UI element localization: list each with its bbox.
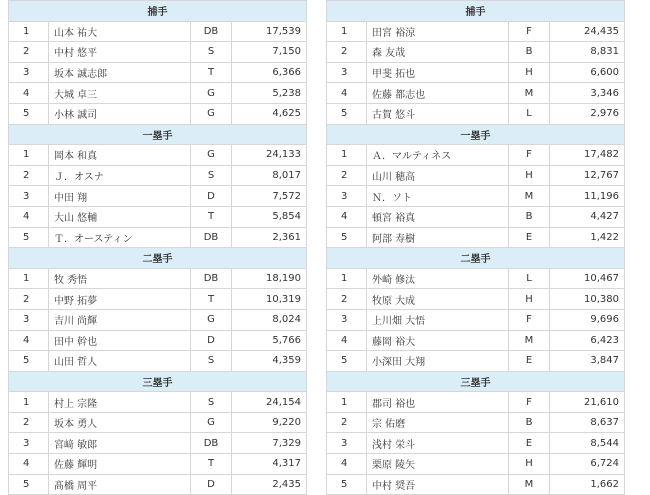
votes-cell: 11,196: [550, 186, 625, 207]
player-name-cell: 森 友哉: [367, 42, 509, 63]
position-title: 一塁手: [327, 124, 625, 145]
table-row: [327, 412, 625, 433]
player-name-cell: 牧 秀悟: [49, 268, 191, 289]
votes-cell: 12,767: [550, 165, 625, 186]
player-name-cell: 田宮 裕涼: [367, 21, 509, 42]
votes-cell: 9,220: [232, 412, 307, 433]
table-row: [9, 206, 307, 227]
team-cell: DB: [191, 21, 232, 42]
table-row: [327, 227, 625, 248]
table-row: [327, 62, 625, 83]
team-cell: B: [509, 412, 550, 433]
team-cell: DB: [191, 433, 232, 454]
rank-cell: 2: [9, 42, 49, 63]
team-cell: M: [509, 186, 550, 207]
table-row: [9, 309, 307, 330]
team-cell: DB: [191, 268, 232, 289]
votes-cell: 6,366: [232, 62, 307, 83]
team-cell: D: [191, 330, 232, 351]
player-name-cell: Ａ．マルティネス: [367, 145, 509, 166]
team-cell: G: [191, 103, 232, 124]
player-name-cell: 中村 悠平: [49, 42, 191, 63]
rank-cell: 2: [9, 165, 49, 186]
rank-cell: 3: [327, 309, 367, 330]
player-name-cell: Ｔ．オースティン: [49, 227, 191, 248]
rank-cell: 3: [9, 433, 49, 454]
player-name-cell: Ｎ．ソト: [367, 186, 509, 207]
table-row: [327, 474, 625, 495]
team-cell: E: [509, 227, 550, 248]
votes-cell: 21,610: [550, 392, 625, 413]
player-name-cell: 坂本 誠志郎: [49, 62, 191, 83]
votes-cell: 5,238: [232, 83, 307, 104]
table-row: [9, 21, 307, 42]
votes-cell: 8,831: [550, 42, 625, 63]
table-row: [327, 165, 625, 186]
votes-cell: 8,637: [550, 412, 625, 433]
rank-cell: 3: [327, 186, 367, 207]
votes-cell: 7,329: [232, 433, 307, 454]
player-name-cell: 佐藤 輝明: [49, 454, 191, 475]
votes-cell: 3,346: [550, 83, 625, 104]
votes-cell: 9,696: [550, 309, 625, 330]
player-name-cell: 大城 卓三: [49, 83, 191, 104]
team-cell: E: [509, 433, 550, 454]
table-row: [9, 392, 307, 413]
team-cell: T: [191, 206, 232, 227]
table-row: [9, 83, 307, 104]
position-header-row: [9, 371, 307, 392]
votes-cell: 2,435: [232, 474, 307, 495]
player-name-cell: 中田 翔: [49, 186, 191, 207]
rank-cell: 1: [9, 268, 49, 289]
rank-cell: 5: [327, 474, 367, 495]
team-cell: B: [509, 42, 550, 63]
position-header-row: [9, 124, 307, 145]
table-row: [327, 145, 625, 166]
position-title: 三塁手: [327, 371, 625, 392]
player-name-cell: 岡本 和真: [49, 145, 191, 166]
table-row: [9, 186, 307, 207]
team-cell: M: [509, 83, 550, 104]
votes-cell: 4,427: [550, 206, 625, 227]
rank-cell: 4: [9, 454, 49, 475]
position-title: 三塁手: [9, 371, 307, 392]
table-row: [327, 289, 625, 310]
rank-cell: 2: [327, 42, 367, 63]
rank-cell: 1: [327, 145, 367, 166]
votes-cell: 4,625: [232, 103, 307, 124]
rank-cell: 3: [9, 309, 49, 330]
position-header-row: [9, 1, 307, 22]
table-row: [9, 454, 307, 475]
position-header-row: [9, 248, 307, 269]
team-cell: H: [509, 289, 550, 310]
player-name-cell: 中村 奨吾: [367, 474, 509, 495]
team-cell: G: [191, 83, 232, 104]
table-row: [9, 474, 307, 495]
votes-cell: 17,482: [550, 145, 625, 166]
team-cell: S: [191, 392, 232, 413]
team-cell: G: [191, 309, 232, 330]
rank-cell: 4: [9, 83, 49, 104]
votes-cell: 10,380: [550, 289, 625, 310]
rank-cell: 5: [327, 351, 367, 372]
votes-cell: 17,539: [232, 21, 307, 42]
team-cell: L: [509, 268, 550, 289]
team-cell: H: [509, 62, 550, 83]
player-name-cell: 阿部 寿樹: [367, 227, 509, 248]
votes-cell: 6,724: [550, 454, 625, 475]
team-cell: H: [509, 165, 550, 186]
team-cell: T: [191, 289, 232, 310]
rank-cell: 1: [327, 392, 367, 413]
rank-cell: 3: [9, 186, 49, 207]
table-row: [327, 309, 625, 330]
player-name-cell: 髙橋 周平: [49, 474, 191, 495]
rank-cell: 3: [327, 62, 367, 83]
rank-cell: 5: [9, 351, 49, 372]
rank-cell: 1: [9, 145, 49, 166]
rank-cell: 1: [327, 268, 367, 289]
votes-cell: 24,435: [550, 21, 625, 42]
player-name-cell: 栗原 陵矢: [367, 454, 509, 475]
votes-cell: 5,854: [232, 206, 307, 227]
votes-cell: 6,600: [550, 62, 625, 83]
player-name-cell: 上川畑 大悟: [367, 309, 509, 330]
rank-cell: 5: [327, 227, 367, 248]
player-name-cell: 村上 宗隆: [49, 392, 191, 413]
team-cell: S: [191, 165, 232, 186]
team-cell: F: [509, 309, 550, 330]
votes-cell: 2,361: [232, 227, 307, 248]
left-ranking-table: [8, 0, 307, 495]
table-row: [327, 21, 625, 42]
team-cell: M: [509, 474, 550, 495]
table-row: [9, 42, 307, 63]
table-row: [9, 268, 307, 289]
team-cell: S: [191, 42, 232, 63]
team-cell: T: [191, 454, 232, 475]
table-row: [327, 103, 625, 124]
position-title: 捕手: [327, 1, 625, 22]
team-cell: T: [191, 62, 232, 83]
team-cell: M: [509, 330, 550, 351]
votes-cell: 10,319: [232, 289, 307, 310]
player-name-cell: 宮﨑 敏郎: [49, 433, 191, 454]
team-cell: L: [509, 103, 550, 124]
player-name-cell: 小深田 大翔: [367, 351, 509, 372]
player-name-cell: 吉川 尚輝: [49, 309, 191, 330]
votes-cell: 6,423: [550, 330, 625, 351]
table-row: [9, 227, 307, 248]
team-cell: H: [509, 454, 550, 475]
votes-cell: 7,572: [232, 186, 307, 207]
rank-cell: 5: [327, 103, 367, 124]
votes-cell: 8,017: [232, 165, 307, 186]
table-row: [327, 83, 625, 104]
rank-cell: 1: [9, 21, 49, 42]
rank-cell: 3: [327, 433, 367, 454]
table-row: [327, 433, 625, 454]
player-name-cell: 牧原 大成: [367, 289, 509, 310]
position-header-row: [327, 371, 625, 392]
player-name-cell: 藤岡 裕大: [367, 330, 509, 351]
rank-cell: 5: [9, 227, 49, 248]
team-cell: F: [509, 145, 550, 166]
votes-cell: 3,847: [550, 351, 625, 372]
votes-cell: 1,662: [550, 474, 625, 495]
position-header-row: [327, 248, 625, 269]
rank-cell: 4: [327, 206, 367, 227]
player-name-cell: 田中 幹也: [49, 330, 191, 351]
position-title: 二塁手: [9, 248, 307, 269]
table-row: [9, 103, 307, 124]
player-name-cell: 山川 穂高: [367, 165, 509, 186]
table-row: [327, 268, 625, 289]
votes-cell: 1,422: [550, 227, 625, 248]
player-name-cell: 中野 拓夢: [49, 289, 191, 310]
table-row: [327, 454, 625, 475]
position-title: 一塁手: [9, 124, 307, 145]
table-row: [9, 330, 307, 351]
right-ranking-table: [326, 0, 625, 495]
player-name-cell: 甲斐 拓也: [367, 62, 509, 83]
table-row: [327, 330, 625, 351]
rank-cell: 1: [327, 21, 367, 42]
rank-cell: 2: [327, 289, 367, 310]
right-league-panel: [326, 0, 624, 495]
player-name-cell: 古賀 悠斗: [367, 103, 509, 124]
votes-cell: 5,766: [232, 330, 307, 351]
rank-cell: 2: [9, 289, 49, 310]
rank-cell: 2: [327, 412, 367, 433]
rank-cell: 2: [9, 412, 49, 433]
left-league-panel: [8, 0, 306, 495]
team-cell: F: [509, 392, 550, 413]
player-name-cell: 佐藤 都志也: [367, 83, 509, 104]
team-cell: G: [191, 145, 232, 166]
player-name-cell: 宗 佑磨: [367, 412, 509, 433]
table-row: [9, 165, 307, 186]
position-header-row: [327, 1, 625, 22]
table-row: [9, 433, 307, 454]
votes-cell: 2,976: [550, 103, 625, 124]
rank-cell: 4: [327, 454, 367, 475]
votes-cell: 8,544: [550, 433, 625, 454]
player-name-cell: Ｊ．オスナ: [49, 165, 191, 186]
team-cell: F: [509, 21, 550, 42]
rank-cell: 1: [9, 392, 49, 413]
table-row: [327, 42, 625, 63]
team-cell: DB: [191, 227, 232, 248]
votes-cell: 24,154: [232, 392, 307, 413]
rank-cell: 4: [9, 206, 49, 227]
votes-cell: 7,150: [232, 42, 307, 63]
table-row: [9, 351, 307, 372]
player-name-cell: 頓宮 裕真: [367, 206, 509, 227]
rank-cell: 4: [9, 330, 49, 351]
player-name-cell: 大山 悠輔: [49, 206, 191, 227]
player-name-cell: 坂本 勇人: [49, 412, 191, 433]
position-title: 二塁手: [327, 248, 625, 269]
player-name-cell: 小林 誠司: [49, 103, 191, 124]
votes-cell: 8,024: [232, 309, 307, 330]
team-cell: D: [191, 186, 232, 207]
rank-cell: 5: [9, 103, 49, 124]
position-header-row: [327, 124, 625, 145]
table-row: [327, 351, 625, 372]
team-cell: G: [191, 412, 232, 433]
rank-cell: 5: [9, 474, 49, 495]
table-row: [327, 392, 625, 413]
table-row: [9, 62, 307, 83]
position-title: 捕手: [9, 1, 307, 22]
player-name-cell: 浅村 栄斗: [367, 433, 509, 454]
rank-cell: 4: [327, 83, 367, 104]
player-name-cell: 郡司 裕也: [367, 392, 509, 413]
table-row: [327, 186, 625, 207]
team-cell: E: [509, 351, 550, 372]
team-cell: S: [191, 351, 232, 372]
votes-cell: 4,317: [232, 454, 307, 475]
table-row: [9, 289, 307, 310]
table-row: [9, 145, 307, 166]
player-name-cell: 山田 哲人: [49, 351, 191, 372]
votes-cell: 24,133: [232, 145, 307, 166]
votes-cell: 18,190: [232, 268, 307, 289]
rank-cell: 4: [327, 330, 367, 351]
player-name-cell: 山本 祐大: [49, 21, 191, 42]
team-cell: B: [509, 206, 550, 227]
votes-cell: 4,359: [232, 351, 307, 372]
table-row: [327, 206, 625, 227]
rank-cell: 2: [327, 165, 367, 186]
team-cell: D: [191, 474, 232, 495]
player-name-cell: 外崎 修汰: [367, 268, 509, 289]
rank-cell: 3: [9, 62, 49, 83]
votes-cell: 10,467: [550, 268, 625, 289]
table-row: [9, 412, 307, 433]
